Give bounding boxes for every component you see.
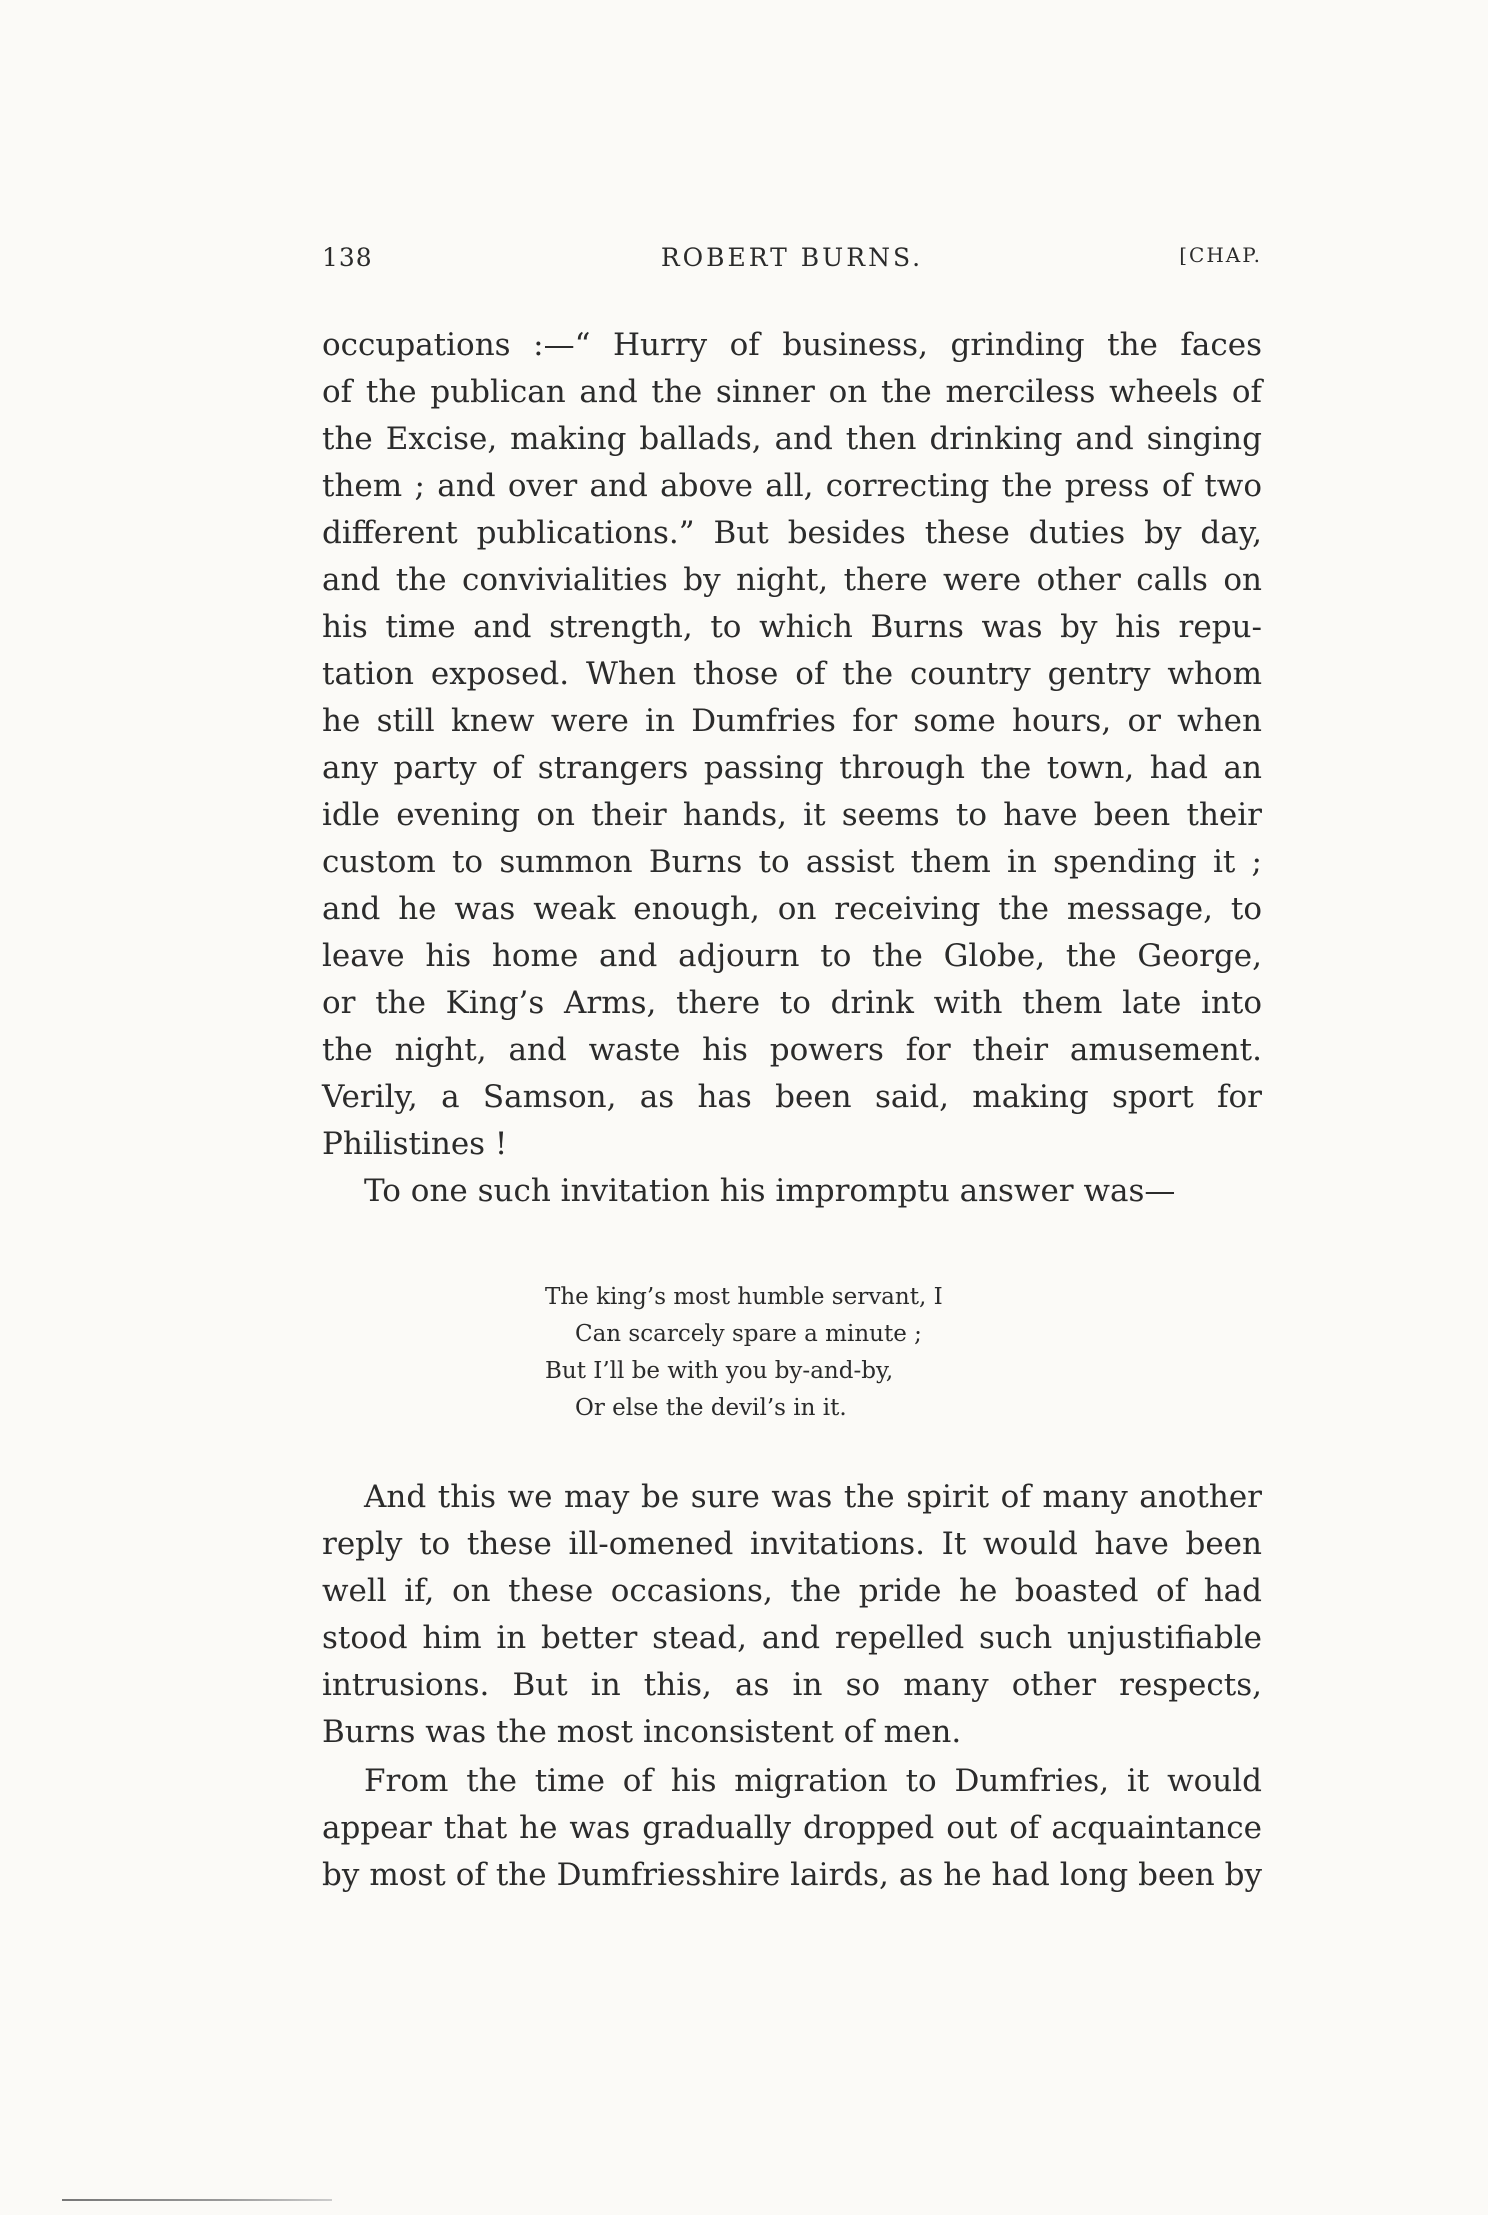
text-line: his time and strength, to which Burns was by his repu- [322,609,1262,645]
text-line: stood him in better stead, and repelled such unjustifiable [322,1620,1262,1656]
scan-edge-mark [62,2199,332,2201]
text-line: tation exposed. When those of the country gentry whom [322,656,1262,692]
verse-line: Can scarcely spare a minute ; [575,1321,922,1347]
verse-line: The king’s most humble servant, I [545,1284,943,1310]
verse-line: Or else the devil’s in it. [575,1395,847,1421]
text-line: From the time of his migration to Dumfries, it would [364,1763,1262,1799]
text-line: idle evening on their hands, it seems to have been their [322,797,1262,833]
text-line: any party of strangers passing through the town, had an [322,750,1262,786]
paragraph-3 [322,1758,1262,1899]
running-header [322,243,1262,283]
text-line: reply to these ill-omened invitations. It would have been [322,1526,1262,1562]
text-line: And this we may be sure was the spirit of many another [364,1479,1262,1515]
text-line: and the convivialities by night, there were other calls on [322,562,1262,598]
page-number: 138 [322,243,373,272]
text-line: intrusions. But in this, as in so many other respects, [322,1667,1262,1703]
text-line: and he was weak enough, on receiving the message, to [322,891,1262,927]
verse-intro-line: To one such invitation his impromptu answer was— [364,1173,1176,1209]
text-line: or the King’s Arms, there to drink with them late into [322,985,1262,1021]
text-line: Burns was the most inconsistent of men. [322,1714,962,1750]
text-line: appear that he was gradually dropped out of acquaintance [322,1810,1262,1846]
text-line: leave his home and adjourn to the Globe, the George, [322,938,1262,974]
text-line: the Excise, making ballads, and then drinking and singing [322,421,1262,457]
text-line: different publications.” But besides these duties by day, [322,515,1262,551]
text-line: them ; and over and above all, correcting the press of two [322,468,1262,504]
text-line: the night, and waste his powers for their amusement. [322,1032,1262,1068]
impromptu-verse [545,1279,943,1427]
text-line: Philistines ! [322,1126,508,1162]
verse-line: But I’ll be with you by-and-by, [545,1358,894,1384]
text-line: by most of the Dumfriesshire lairds, as he had long been by [322,1857,1262,1893]
text-line: he still knew were in Dumfries for some hours, or when [322,703,1262,739]
text-line: of the publican and the sinner on the merciless wheels of [322,374,1262,410]
text-line: occupations :—“ Hurry of business, grinding the faces [322,327,1262,363]
chapter-mark: [CHAP. [1179,243,1262,267]
text-line: Verily, a Samson, as has been said, making sport for [322,1079,1262,1115]
text-line: well if, on these occasions, the pride he boasted of had [322,1573,1262,1609]
paragraph-2 [322,1474,1262,1756]
running-title: ROBERT BURNS. [660,243,924,272]
text-line: custom to summon Burns to assist them in spending it ; [322,844,1262,880]
paragraph-1 [322,322,1262,1215]
